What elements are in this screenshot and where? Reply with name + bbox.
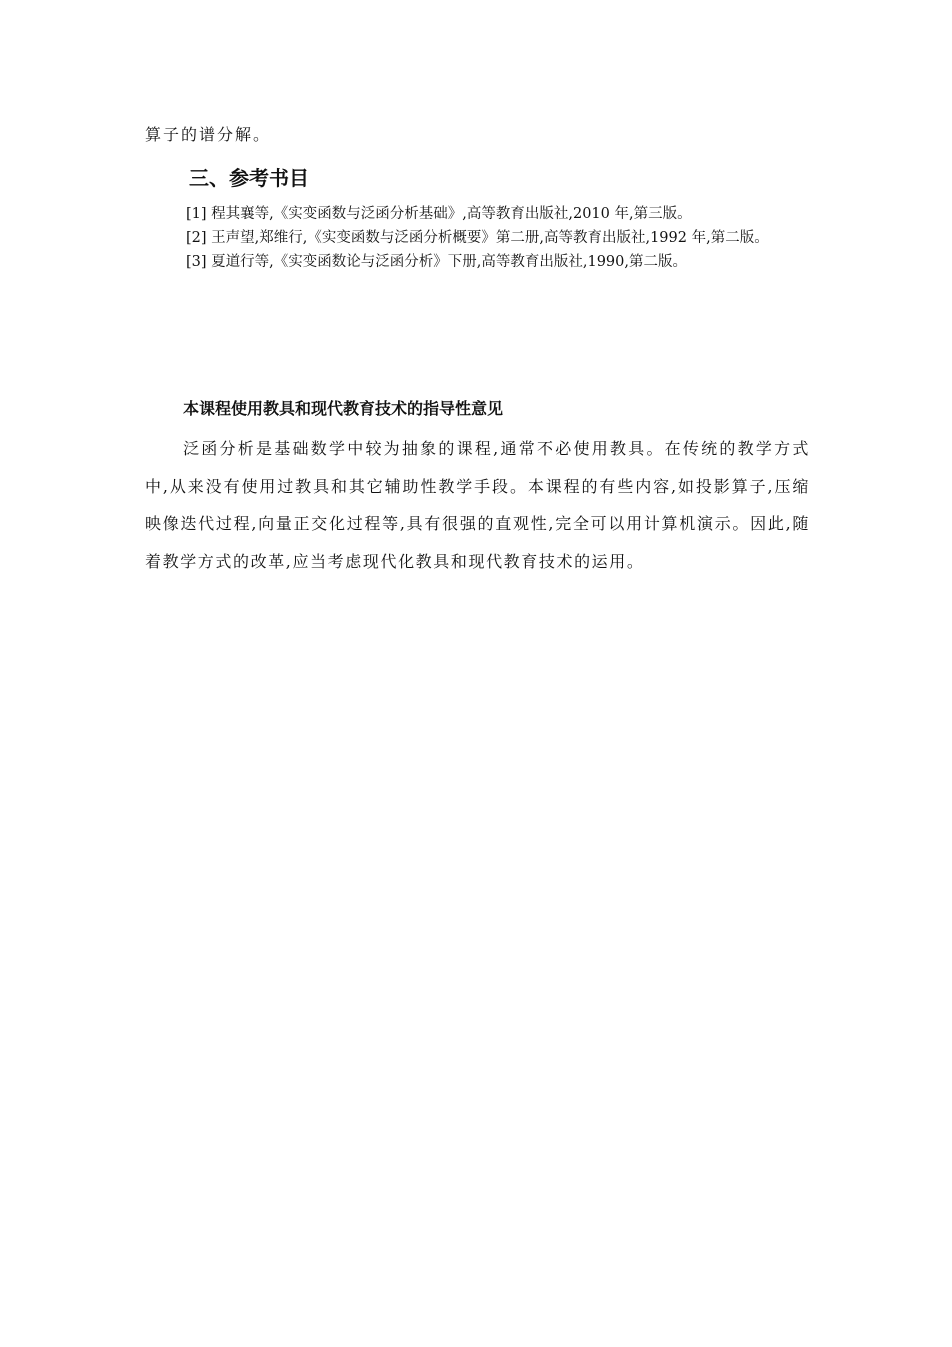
continuation-text: 算子的谱分解。 bbox=[145, 125, 272, 144]
guidance-title: 本课程使用教具和现代教育技术的指导性意见 bbox=[183, 399, 504, 418]
reference-list bbox=[145, 202, 810, 274]
guidance-paragraph: 泛函分析是基础数学中较为抽象的课程,通常不必使用教具。在传统的教学方式中,从来没有使用过教具和其它辅助性教学手段。本课程的有些内容,如投影算子,压缩映像迭代过程,向量正交化过程等,具有很强的直观性,完全可以用计算机演示。因此,随着教学方式的改革,应当考虑现代化教具和现代教育技术的运用。 bbox=[145, 439, 810, 571]
section-heading-references: 三、参考书目 bbox=[189, 166, 309, 190]
reference-item: [3] 夏道行等,《实变函数论与泛函分析》下册,高等教育出版社,1990,第二版。 bbox=[186, 254, 687, 270]
reference-item: [1] 程其襄等,《实变函数与泛函分析基础》,高等教育出版社,2010 年,第三版。 bbox=[186, 206, 692, 222]
reference-item: [2] 王声望,郑维行,《实变函数与泛函分析概要》第二册,高等教育出版社,1992 年,第二版。 bbox=[186, 230, 769, 246]
